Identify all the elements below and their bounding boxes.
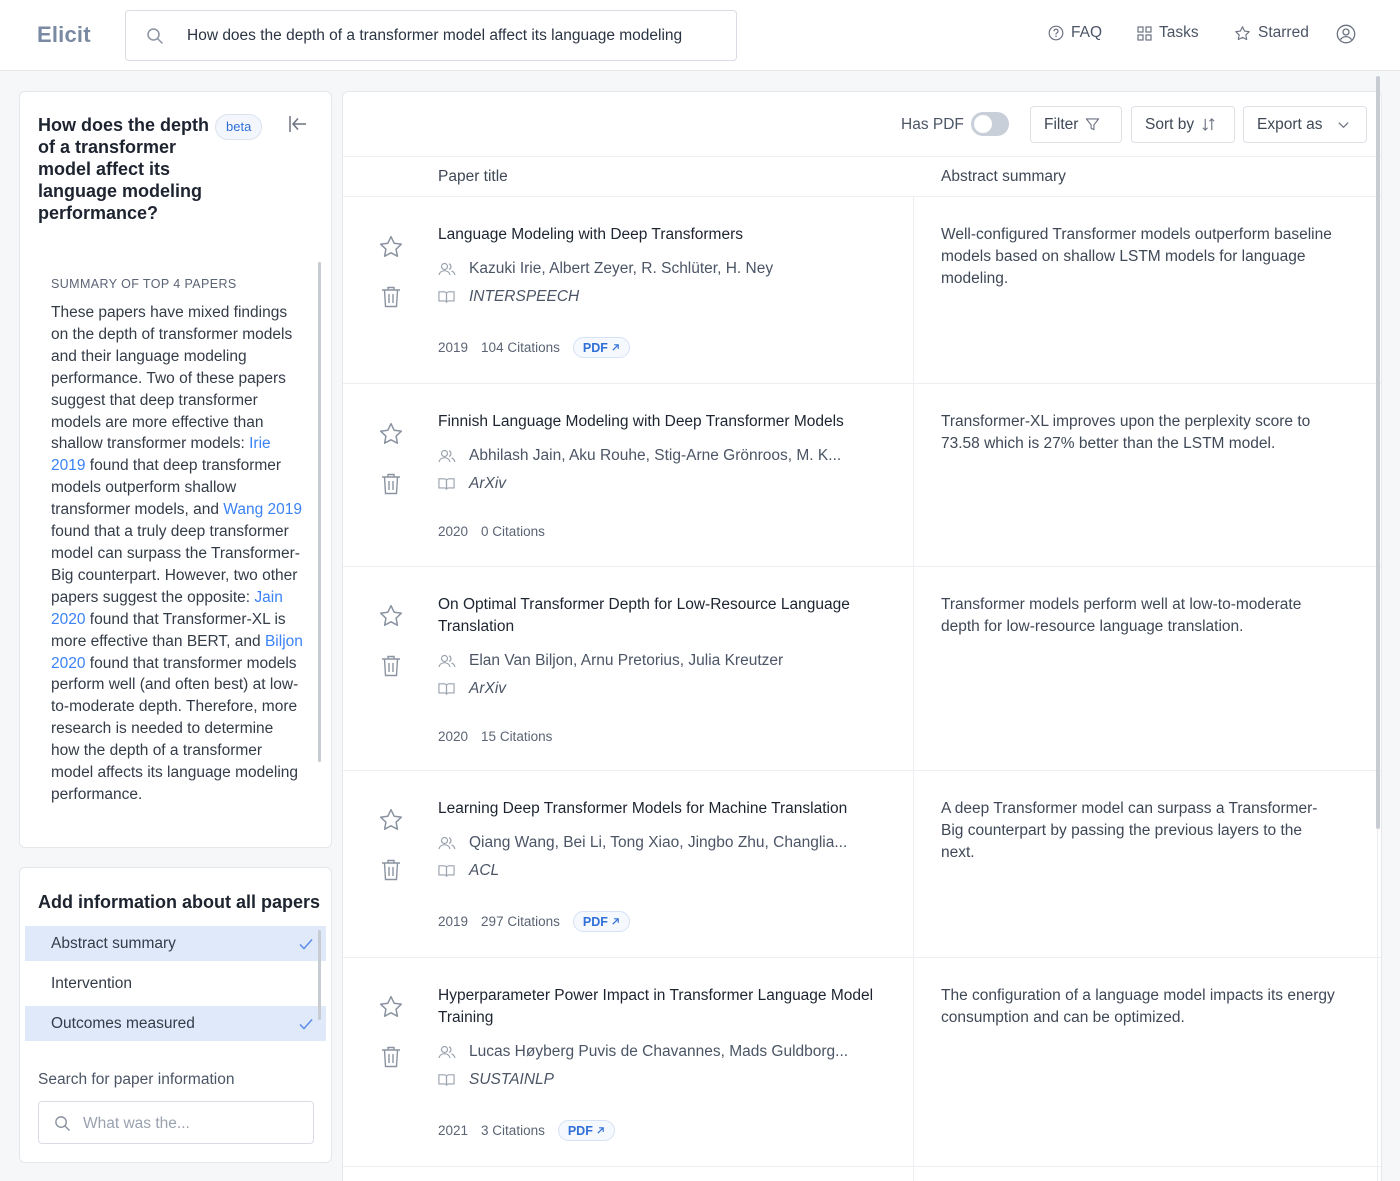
users-icon: [438, 654, 456, 668]
book-icon: [438, 290, 455, 304]
star-icon[interactable]: [378, 994, 404, 1020]
summary-segment: found that deep transformer models outperform shallow transformer models, and: [51, 457, 282, 519]
column-header-title[interactable]: Paper title: [438, 168, 508, 185]
external-link-icon: [611, 343, 620, 352]
paper-title[interactable]: Learning Deep Transformer Models for Machine Translation: [438, 800, 848, 817]
grid-icon: [1137, 26, 1152, 41]
citation-link-biljon[interactable]: Biljon 2020: [51, 632, 303, 672]
book-icon: [438, 864, 455, 878]
search-query[interactable]: How does the depth of a transformer model affect its language modeling: [187, 27, 683, 44]
users-icon: [438, 1045, 456, 1059]
pdf-link-label: PDF: [582, 340, 608, 355]
nav-starred[interactable]: [1234, 24, 1309, 42]
paper-authors-text: Qiang Wang, Bei Li, Tong Xiao, Jingbo Zhu, Changlia...: [469, 834, 848, 851]
help-circle-icon: [1048, 25, 1064, 41]
option-abstract-summary[interactable]: [25, 926, 326, 961]
paper-venue: [438, 288, 579, 306]
option-label: Intervention: [51, 975, 132, 992]
trash-icon[interactable]: [380, 858, 402, 882]
paper-meta: [438, 524, 545, 539]
paper-authors: [438, 260, 773, 278]
collapse-left-icon[interactable]: [288, 114, 308, 134]
trash-icon[interactable]: [380, 285, 402, 309]
filter-button-label: Filter: [1044, 115, 1079, 133]
nav-tasks[interactable]: [1137, 24, 1199, 42]
option-outcomes-measured[interactable]: [25, 1006, 326, 1041]
paper-authors-text: Abhilash Jain, Aku Rouhe, Stig-Arne Grönroos, M. K...: [469, 447, 842, 464]
has-pdf-toggle[interactable]: [971, 112, 1009, 136]
column-header-abstract[interactable]: Abstract summary: [941, 168, 1066, 185]
paper-year: 2020: [438, 729, 469, 744]
sort-button-label: Sort by: [1145, 115, 1195, 133]
paper-authors: [438, 447, 841, 465]
paper-title[interactable]: Language Modeling with Deep Transformers: [438, 226, 744, 243]
pdf-link[interactable]: [573, 337, 630, 358]
paper-meta: [438, 337, 630, 358]
abstract-summary: The configuration of a language model impacts its energy consumption and can be optimized.: [941, 987, 1335, 1026]
table-row[interactable]: [343, 567, 1382, 770]
options-scrollbar[interactable]: [318, 930, 321, 1020]
sort-button[interactable]: [1131, 106, 1235, 143]
paper-venue-text: ArXiv: [469, 475, 507, 492]
paper-year: 2020: [438, 524, 469, 539]
abstract-summary: Well-configured Transformer models outperform baseline models based on shallow LSTM models for language modeling.: [941, 226, 1332, 287]
paper-venue-text: SUSTAINLP: [469, 1071, 554, 1088]
option-intervention[interactable]: [25, 966, 326, 1001]
paper-citations[interactable]: 297 Citations: [481, 914, 560, 929]
external-link-icon: [596, 1126, 605, 1135]
check-icon: [298, 1016, 314, 1032]
paper-title[interactable]: On Optimal Transformer Depth for Low-Resource Language Translation: [438, 596, 850, 635]
paper-authors-text: Elan Van Biljon, Arnu Pretorius, Julia Kreutzer: [469, 652, 784, 669]
question-title: How does the depth of a transformer model affect its language modeling performance?: [38, 115, 209, 223]
has-pdf-label: Has PDF: [901, 116, 964, 133]
add-info-title: Add information about all papers: [38, 892, 321, 912]
summary-label: SUMMARY OF TOP 4 PAPERS: [51, 277, 237, 291]
book-icon: [438, 682, 455, 696]
paper-venue: [438, 680, 506, 698]
star-icon: [1234, 25, 1251, 42]
top-header: [0, 0, 1400, 71]
paper-venue-text: ArXiv: [469, 680, 507, 697]
nav-faq-label: FAQ: [1071, 24, 1103, 41]
filter-button[interactable]: [1030, 106, 1122, 143]
star-icon[interactable]: [378, 421, 404, 447]
summary-scrollbar[interactable]: [318, 262, 321, 762]
toggle-knob: [974, 115, 992, 133]
users-icon: [438, 449, 456, 463]
pdf-link[interactable]: [558, 1120, 615, 1141]
nav-starred-label: Starred: [1258, 24, 1309, 41]
paper-authors-text: Lucas Høyberg Puvis de Chavannes, Mads Guldborg...: [469, 1043, 849, 1060]
table-row[interactable]: [343, 197, 1382, 383]
option-label: Outcomes measured: [51, 1015, 195, 1032]
trash-icon[interactable]: [380, 472, 402, 496]
paper-info-search-placeholder: What was the...: [83, 1115, 190, 1132]
trash-icon[interactable]: [380, 1045, 402, 1069]
paper-authors: [438, 1043, 848, 1061]
table-row[interactable]: [343, 384, 1382, 566]
summary-segment: found that Transformer-XL is more effective than BERT, and: [51, 610, 286, 650]
search-icon: [54, 1115, 71, 1132]
paper-venue: [438, 862, 499, 880]
table-divider: [343, 156, 1382, 157]
paper-venue-text: ACL: [469, 862, 500, 879]
abstract-summary: Transformer models perform well at low-to-moderate depth for low-resource language translation.: [941, 596, 1302, 635]
paper-title[interactable]: Finnish Language Modeling with Deep Transformer Models: [438, 413, 844, 430]
paper-meta: [438, 1120, 615, 1141]
citation-link-wang[interactable]: Wang 2019: [223, 501, 303, 519]
export-button-label: Export as: [1257, 115, 1323, 133]
search-paper-info-label: Search for paper information: [38, 1071, 235, 1088]
main-search-bar[interactable]: [125, 10, 737, 61]
star-icon[interactable]: [378, 807, 404, 833]
check-icon: [298, 936, 314, 952]
paper-authors: [438, 652, 783, 670]
paper-info-search-input[interactable]: [38, 1101, 314, 1144]
paper-meta: [438, 911, 630, 932]
paper-year: 2021: [438, 1123, 469, 1138]
book-icon: [438, 477, 455, 491]
paper-authors: [438, 834, 847, 852]
summary-segment: These papers have mixed findings on the depth of transformer models and their language modeling performance. Two of these papers suggest that deep transformer models are more effective than shallow transformer models:: [51, 304, 293, 453]
search-icon: [146, 27, 164, 45]
paper-venue: [438, 1071, 554, 1089]
paper-citations[interactable]: 0 Citations: [481, 524, 545, 539]
paper-year: 2019: [438, 914, 469, 929]
table-row[interactable]: [343, 958, 1382, 1166]
trash-icon[interactable]: [380, 654, 402, 678]
star-icon[interactable]: [378, 234, 404, 260]
paper-citations[interactable]: 104 Citations: [481, 340, 560, 355]
external-link-icon: [611, 917, 620, 926]
beta-badge: beta: [215, 114, 262, 140]
export-button[interactable]: [1243, 106, 1367, 143]
summary-segment: found that transformer models perform well (and often best) at low-to-moderate depth. Therefore, more research is needed to determine how the depth of a transformer model affects its language modeling performance.: [51, 654, 299, 803]
pdf-link-label: PDF: [567, 1123, 593, 1138]
page-scrollbar[interactable]: [1376, 76, 1380, 829]
summary-segment: found that a truly deep transformer model can surpass the Transformer-Big counterpart. However, two other papers suggest the opposite:: [51, 523, 300, 606]
paper-venue-text: INTERSPEECH: [469, 288, 580, 305]
paper-venue: [438, 475, 506, 493]
citation-link-jain[interactable]: Jain 2020: [51, 588, 283, 628]
nav-tasks-label: Tasks: [1159, 24, 1199, 41]
summary-text: [51, 302, 306, 837]
pdf-link[interactable]: [573, 911, 630, 932]
abstract-summary: Transformer-XL improves upon the perplexity score to 73.58 which is 27% better than the LSTM model.: [941, 413, 1311, 452]
paper-citations[interactable]: 15 Citations: [481, 729, 553, 744]
pdf-link-label: PDF: [582, 914, 608, 929]
users-icon: [438, 262, 456, 276]
app-logo[interactable]: Elicit: [37, 22, 91, 47]
paper-title[interactable]: Hyperparameter Power Impact in Transformer Language Model Training: [438, 987, 874, 1026]
user-circle-icon[interactable]: [1336, 24, 1356, 44]
filter-icon: [1085, 117, 1100, 132]
sort-icon: [1201, 117, 1216, 132]
question-summary-panel: [19, 91, 332, 848]
paper-meta: [438, 729, 552, 744]
star-icon[interactable]: [378, 603, 404, 629]
paper-citations[interactable]: 3 Citations: [481, 1123, 545, 1138]
chevron-down-icon: [1337, 118, 1350, 131]
row-divider: [343, 1166, 1382, 1167]
option-label: Abstract summary: [51, 935, 176, 952]
table-row[interactable]: [343, 771, 1382, 957]
results-table-panel: [342, 91, 1382, 1181]
citation-link-irie[interactable]: Irie 2019: [51, 435, 271, 475]
paper-authors-text: Kazuki Irie, Albert Zeyer, R. Schlüter, H. Ney: [469, 260, 774, 277]
add-information-panel: [19, 867, 332, 1163]
abstract-summary: A deep Transformer model can surpass a Transformer-Big counterpart by passing the previous layers to the next.: [941, 800, 1318, 861]
paper-year: 2019: [438, 340, 469, 355]
users-icon: [438, 836, 456, 850]
nav-faq[interactable]: [1048, 24, 1102, 42]
book-icon: [438, 1073, 455, 1087]
